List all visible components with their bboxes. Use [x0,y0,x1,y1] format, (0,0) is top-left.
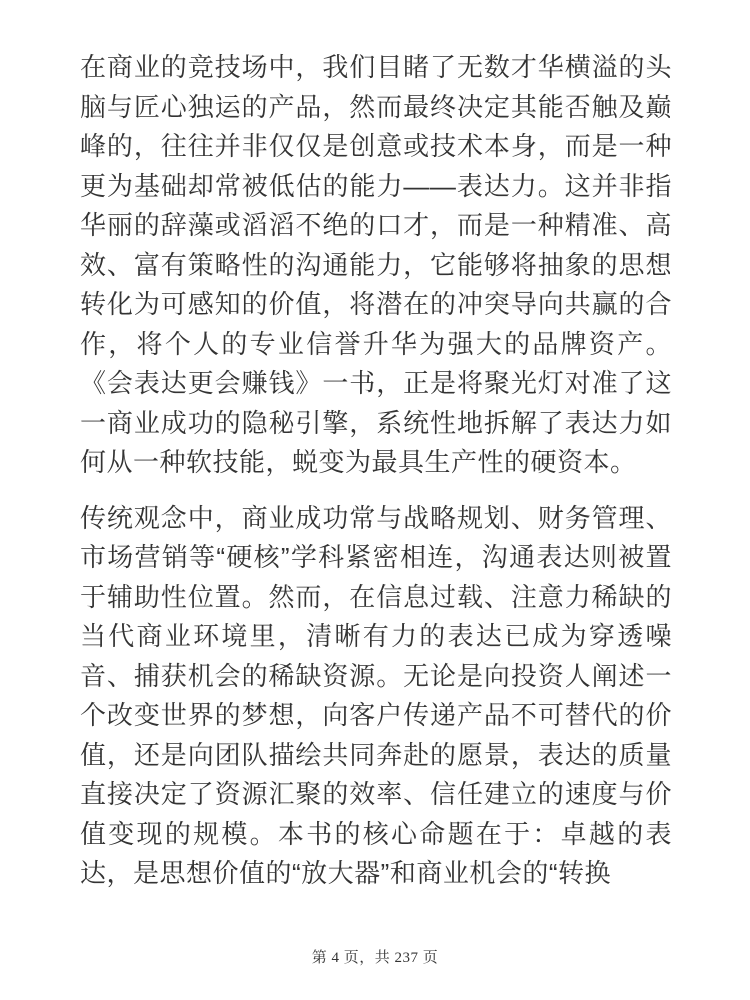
body-paragraph-1: 在商业的竞技场中，我们目睹了无数才华横溢的头脑与匠心独运的产品，然而最终决定其能否触及巅峰的，往往并非仅仅是创意或技术本身，而是一种更为基础却常被低估的能力——表达力。这并非指华丽的辞藻或滔滔不绝的口才，而是一种精准、高效、富有策略性的沟通能力，它能够将抽象的思想转化为可感知的价值，将潜在的冲突导向共赢的合作，将个人的专业信誉升华为强大的品牌资产。《会表达更会赚钱》一书，正是将聚光灯对准了这一商业成功的隐秘引擎，系统性地拆解了表达力如何从一种软技能，蜕变为最具生产性的硬资本。 [80,52,672,477]
page-number-indicator: 第 4 页，共 237 页 [311,950,439,966]
page-footer [0,946,750,967]
body-paragraph-2: 传统观念中，商业成功常与战略规划、财务管理、市场营销等“硬核”学科紧密相连，沟通表达则被置于辅助性位置。然而，在信息过载、注意力稀缺的当代商业环境里，清晰有力的表达已成为穿透噪音、捕获机会的稀缺资源。无论是向投资人阐述一个改变世界的梦想，向客户传递产品不可替代的价值，还是向团队描绘共同奔赴的愿景，表达的质量直接决定了资源汇聚的效率、信任建立的速度与价值变现的规模。本书的核心命题在于：卓越的表达，是思想价值的“放大器”和商业机会的“转换 [80,502,672,888]
page-content [80,48,672,910]
